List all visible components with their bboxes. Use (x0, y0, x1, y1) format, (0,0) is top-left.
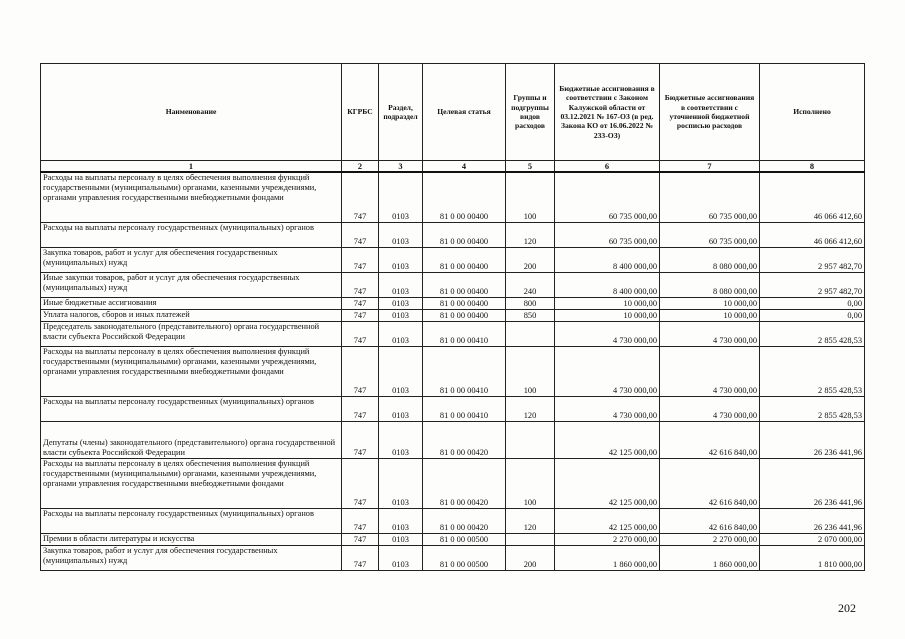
row-section: 0103 (379, 172, 423, 222)
row-target: 81 0 00 00400 (423, 309, 506, 321)
row-kgrbs: 747 (342, 346, 379, 396)
row-approved: 4 730 000,00 (555, 321, 660, 346)
table-row (41, 396, 865, 421)
budget-table (40, 63, 865, 571)
row-executed: 2 070 000,00 (760, 533, 865, 545)
row-approved: 10 000,00 (555, 297, 660, 309)
column-number: 4 (423, 161, 506, 173)
row-refined: 8 080 000,00 (660, 272, 760, 297)
row-executed: 2 957 482,70 (760, 247, 865, 272)
row-group: 100 (506, 346, 555, 396)
header-approved: Бюджетные ассигнования в соответствии с Законом Калужской области от 03.12.2021 № 167-ОЗ (в ред. Закона КО от 16.06.2022 № 233-ОЗ) (555, 64, 660, 161)
table-row (41, 247, 865, 272)
row-group: 200 (506, 545, 555, 570)
header-refined: Бюджетные ассигнования в соответствии с уточненной бюджетной росписью расходов (660, 64, 760, 161)
row-name: Иные закупки товаров, работ и услуг для обеспечения государственных (муниципальных) нужд (41, 272, 342, 297)
row-kgrbs: 747 (342, 533, 379, 545)
row-section: 0103 (379, 222, 423, 247)
row-executed: 2 855 428,53 (760, 346, 865, 396)
row-group (506, 421, 555, 458)
page-number: 202 (838, 601, 856, 615)
row-group (506, 321, 555, 346)
row-approved: 8 400 000,00 (555, 247, 660, 272)
header-row (41, 64, 865, 161)
row-refined: 4 730 000,00 (660, 346, 760, 396)
row-kgrbs: 747 (342, 421, 379, 458)
row-approved: 10 000,00 (555, 309, 660, 321)
table-row (41, 222, 865, 247)
row-kgrbs: 747 (342, 172, 379, 222)
row-target: 81 0 00 00400 (423, 272, 506, 297)
row-target: 81 0 00 00400 (423, 247, 506, 272)
row-section: 0103 (379, 508, 423, 533)
row-approved: 42 125 000,00 (555, 508, 660, 533)
row-approved: 1 860 000,00 (555, 545, 660, 570)
row-executed: 0,00 (760, 309, 865, 321)
column-number: 1 (41, 161, 342, 173)
row-approved: 42 125 000,00 (555, 421, 660, 458)
row-target: 81 0 00 00420 (423, 458, 506, 508)
row-group: 100 (506, 172, 555, 222)
table-row (41, 458, 865, 508)
row-kgrbs: 747 (342, 321, 379, 346)
row-refined: 2 270 000,00 (660, 533, 760, 545)
row-refined: 42 616 840,00 (660, 458, 760, 508)
row-approved: 60 735 000,00 (555, 222, 660, 247)
table-row (41, 321, 865, 346)
row-group: 100 (506, 458, 555, 508)
row-kgrbs: 747 (342, 545, 379, 570)
row-group: 120 (506, 508, 555, 533)
row-executed: 2 957 482,70 (760, 272, 865, 297)
table-row (41, 297, 865, 309)
row-refined: 42 616 840,00 (660, 421, 760, 458)
row-group: 800 (506, 297, 555, 309)
row-name: Расходы на выплаты персоналу государственных (муниципальных) органов (41, 508, 342, 533)
row-approved: 2 270 000,00 (555, 533, 660, 545)
row-executed: 26 236 441,96 (760, 508, 865, 533)
row-name: Закупка товаров, работ и услуг для обеспечения государственных (муниципальных) нужд (41, 545, 342, 570)
header-name: Наименование (41, 64, 342, 161)
row-executed: 46 066 412,60 (760, 172, 865, 222)
row-group: 850 (506, 309, 555, 321)
row-executed: 26 236 441,96 (760, 458, 865, 508)
row-kgrbs: 747 (342, 297, 379, 309)
row-group: 240 (506, 272, 555, 297)
header-target: Целевая статья (423, 64, 506, 161)
row-name: Расходы на выплаты персоналу государственных (муниципальных) органов (41, 222, 342, 247)
column-number: 3 (379, 161, 423, 173)
row-target: 81 0 00 00420 (423, 508, 506, 533)
row-section: 0103 (379, 309, 423, 321)
header-group: Группы и подгруппы видов расходов (506, 64, 555, 161)
table-row (41, 272, 865, 297)
table-row (41, 508, 865, 533)
column-number: 8 (760, 161, 865, 173)
table-row (41, 346, 865, 396)
table-row (41, 421, 865, 458)
table-row (41, 533, 865, 545)
row-name: Расходы на выплаты персоналу государственных (муниципальных) органов (41, 396, 342, 421)
row-section: 0103 (379, 533, 423, 545)
row-target: 81 0 00 00400 (423, 222, 506, 247)
row-group: 200 (506, 247, 555, 272)
table-row (41, 545, 865, 570)
row-kgrbs: 747 (342, 396, 379, 421)
row-refined: 4 730 000,00 (660, 321, 760, 346)
row-target: 81 0 00 00410 (423, 321, 506, 346)
row-refined: 60 735 000,00 (660, 172, 760, 222)
row-section: 0103 (379, 247, 423, 272)
row-group: 120 (506, 396, 555, 421)
header-executed: Исполнено (760, 64, 865, 161)
row-name: Премии в области литературы и искусства (41, 533, 342, 545)
row-section: 0103 (379, 421, 423, 458)
column-number: 2 (342, 161, 379, 173)
row-refined: 60 735 000,00 (660, 222, 760, 247)
row-section: 0103 (379, 545, 423, 570)
row-section: 0103 (379, 396, 423, 421)
table-row (41, 172, 865, 222)
header-section: Раздел, подраздел (379, 64, 423, 161)
row-name: Иные бюджетные ассигнования (41, 297, 342, 309)
row-name: Расходы на выплаты персоналу в целях обеспечения выполнения функций государственными (муниципальными) органами, казенными учреждениями, органами управления государственными внебюджетными фондами (41, 346, 342, 396)
row-name: Депутаты (члены) законодательного (представительного) органа государственной власти субъекта Российской Федерации (41, 421, 342, 458)
row-executed: 46 066 412,60 (760, 222, 865, 247)
row-refined: 8 080 000,00 (660, 247, 760, 272)
row-section: 0103 (379, 297, 423, 309)
row-name: Закупка товаров, работ и услуг для обеспечения государственных (муниципальных) нужд (41, 247, 342, 272)
row-refined: 10 000,00 (660, 309, 760, 321)
row-approved: 4 730 000,00 (555, 396, 660, 421)
row-group (506, 533, 555, 545)
row-refined: 42 616 840,00 (660, 508, 760, 533)
row-executed: 0,00 (760, 297, 865, 309)
row-approved: 60 735 000,00 (555, 172, 660, 222)
row-section: 0103 (379, 321, 423, 346)
row-name: Уплата налогов, сборов и иных платежей (41, 309, 342, 321)
row-target: 81 0 00 00500 (423, 533, 506, 545)
row-executed: 1 810 000,00 (760, 545, 865, 570)
row-refined: 4 730 000,00 (660, 396, 760, 421)
row-executed: 2 855 428,53 (760, 321, 865, 346)
row-executed: 26 236 441,96 (760, 421, 865, 458)
row-kgrbs: 747 (342, 222, 379, 247)
row-name: Расходы на выплаты персоналу в целях обеспечения выполнения функций государственными (муниципальными) органами, казенными учреждениями, органами управления государственными внебюджетными фондами (41, 172, 342, 222)
row-approved: 8 400 000,00 (555, 272, 660, 297)
header-kgrbs: КГРБС (342, 64, 379, 161)
row-kgrbs: 747 (342, 247, 379, 272)
row-target: 81 0 00 00410 (423, 346, 506, 396)
table-row (41, 309, 865, 321)
row-executed: 2 855 428,53 (760, 396, 865, 421)
row-name: Расходы на выплаты персоналу в целях обеспечения выполнения функций государственными (муниципальными) органами, казенными учреждениями, органами управления государственными внебюджетными фондами (41, 458, 342, 508)
row-target: 81 0 00 00410 (423, 396, 506, 421)
row-kgrbs: 747 (342, 272, 379, 297)
column-number: 5 (506, 161, 555, 173)
row-target: 81 0 00 00500 (423, 545, 506, 570)
column-number-row (41, 161, 865, 173)
row-refined: 10 000,00 (660, 297, 760, 309)
row-kgrbs: 747 (342, 309, 379, 321)
row-section: 0103 (379, 346, 423, 396)
row-kgrbs: 747 (342, 508, 379, 533)
row-name: Председатель законодательного (представительного) органа государственной власти субъекта Российской Федерации (41, 321, 342, 346)
row-section: 0103 (379, 272, 423, 297)
row-kgrbs: 747 (342, 458, 379, 508)
row-target: 81 0 00 00400 (423, 297, 506, 309)
column-number: 6 (555, 161, 660, 173)
row-approved: 42 125 000,00 (555, 458, 660, 508)
row-group: 120 (506, 222, 555, 247)
row-target: 81 0 00 00400 (423, 172, 506, 222)
row-section: 0103 (379, 458, 423, 508)
row-target: 81 0 00 00420 (423, 421, 506, 458)
column-number: 7 (660, 161, 760, 173)
row-refined: 1 860 000,00 (660, 545, 760, 570)
row-approved: 4 730 000,00 (555, 346, 660, 396)
